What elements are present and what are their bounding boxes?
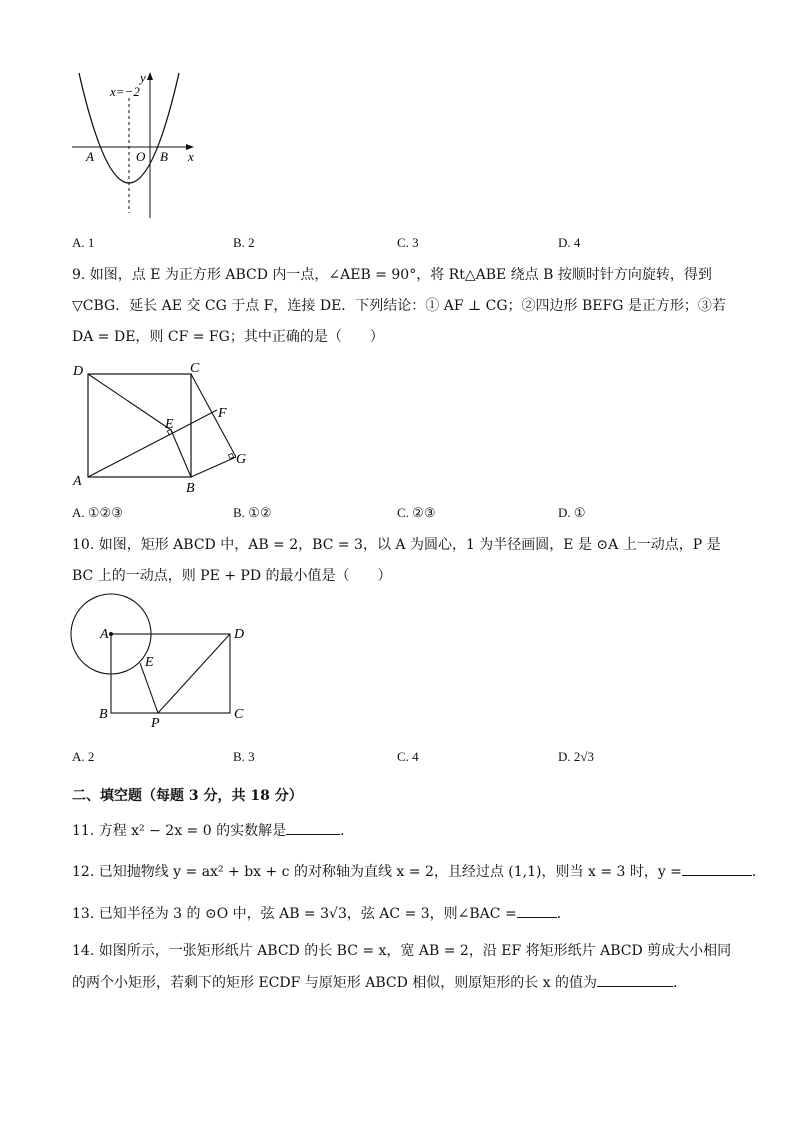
segment-af — [88, 410, 217, 477]
q9-option-b: B. ①② — [233, 505, 272, 520]
label-G: G — [236, 452, 247, 467]
square-abcd — [88, 374, 191, 477]
q12-text: 12. 已知抛物线 y = ax² + bx + c 的对称轴为直线 x = 2，且经过点 (1,1)，则当 x = 3 时，y = — [72, 864, 682, 880]
q10-option-b: B. 3 — [233, 749, 255, 764]
y-axis-arrow — [147, 72, 153, 80]
q9-option-d: D. ① — [558, 505, 586, 520]
label-xeq: x=−2 — [110, 84, 140, 99]
q11-answer-blank[interactable] — [286, 820, 340, 835]
q10-option-a: A. 2 — [72, 749, 95, 764]
segment-pd — [158, 634, 230, 713]
label-C: C — [234, 707, 244, 722]
q8-option-a: A. 1 — [72, 235, 95, 250]
q10-line-2: BC 上的一动点，则 PE + PD 的最小值是（ ） — [72, 568, 392, 584]
label-P: P — [151, 716, 160, 731]
q10-option-c: C. 4 — [397, 749, 419, 764]
label-E: E — [145, 655, 154, 670]
label-E: E — [165, 417, 174, 432]
label-B: B — [99, 707, 108, 722]
point-a — [109, 632, 113, 636]
q9-line-1: 9. 如图，点 E 为正方形 ABCD 内一点，∠AEB = 90°，将 Rt△ABE 绕点 B 按顺时针方向旋转，得到 — [72, 267, 712, 283]
label-D: D — [234, 627, 245, 642]
segment-de — [88, 374, 171, 430]
rectangle-circle-figure — [66, 592, 266, 732]
label-F: F — [218, 406, 227, 421]
segment-cg — [191, 374, 236, 457]
q10-line-1: 10. 如图，矩形 ABCD 中，AB = 2，BC = 3，以 A 为圆心，1 为半径画圆，E 是 ⊙A 上一动点，P 是 — [72, 537, 721, 553]
label-A: A — [100, 627, 109, 642]
square-figure — [70, 358, 260, 498]
q9-line-2: ▽CBG．延长 AE 交 CG 于点 F，连接 DE．下列结论：① AF ⊥ CG；②四边形 BEFG 是正方形；③若 — [72, 298, 726, 314]
label-y: y — [140, 70, 146, 85]
q9-line-3: DA = DE，则 CF = FG；其中正确的是（ ） — [72, 329, 384, 345]
label-D: D — [73, 364, 84, 379]
label-B: B — [186, 481, 195, 496]
segment-bg — [191, 457, 236, 477]
q12-end: ． — [751, 864, 766, 880]
q10-option-d: D. 2√3 — [558, 749, 595, 764]
q12 — [72, 861, 766, 882]
label-A: A — [73, 474, 82, 489]
q13 — [72, 903, 571, 924]
q14-answer-blank[interactable] — [597, 972, 673, 987]
q11-text: 11. 方程 x² − 2x = 0 的实数解是 — [72, 823, 287, 839]
segment-eb — [171, 430, 191, 477]
q11 — [72, 820, 354, 841]
q14-line-1: 14. 如图所示，一张矩形纸片 ABCD 的长 BC = x，宽 AB = 2，沿 EF 将矩形纸片 ABCD 剪成大小相同 — [72, 943, 732, 959]
rectangle-abcd — [111, 634, 230, 713]
label-x: x — [188, 149, 194, 164]
section-2-title: 二、填空题（每题 3 分，共 18 分） — [72, 788, 303, 804]
q14-text: 的两个小矩形，若剩下的矩形 ECDF 与原矩形 ABCD 相似，则原矩形的长 x 的值为 — [72, 975, 598, 991]
q14-end: ． — [673, 975, 688, 991]
segment-pe — [140, 663, 158, 713]
q13-answer-blank[interactable] — [517, 903, 557, 918]
label-O: O — [136, 149, 146, 164]
q13-text: 13. 已知半径为 3 的 ⊙O 中，弦 AB = 3√3，弦 AC = 3，则∠BAC = — [72, 906, 517, 922]
q12-answer-blank[interactable] — [682, 861, 752, 876]
q14-line-2 — [72, 972, 687, 993]
q9-option-a: A. ①②③ — [72, 505, 123, 520]
q9-option-c: C. ②③ — [397, 505, 436, 520]
q13-end: ． — [556, 906, 571, 922]
q8-option-c: C. 3 — [397, 235, 419, 250]
label-C: C — [190, 361, 200, 376]
parabola-graph — [66, 68, 206, 223]
q8-option-d: D. 4 — [558, 235, 581, 250]
q8-option-b: B. 2 — [233, 235, 255, 250]
label-B: B — [160, 149, 168, 164]
q11-end: ． — [340, 823, 355, 839]
label-A: A — [86, 149, 94, 164]
